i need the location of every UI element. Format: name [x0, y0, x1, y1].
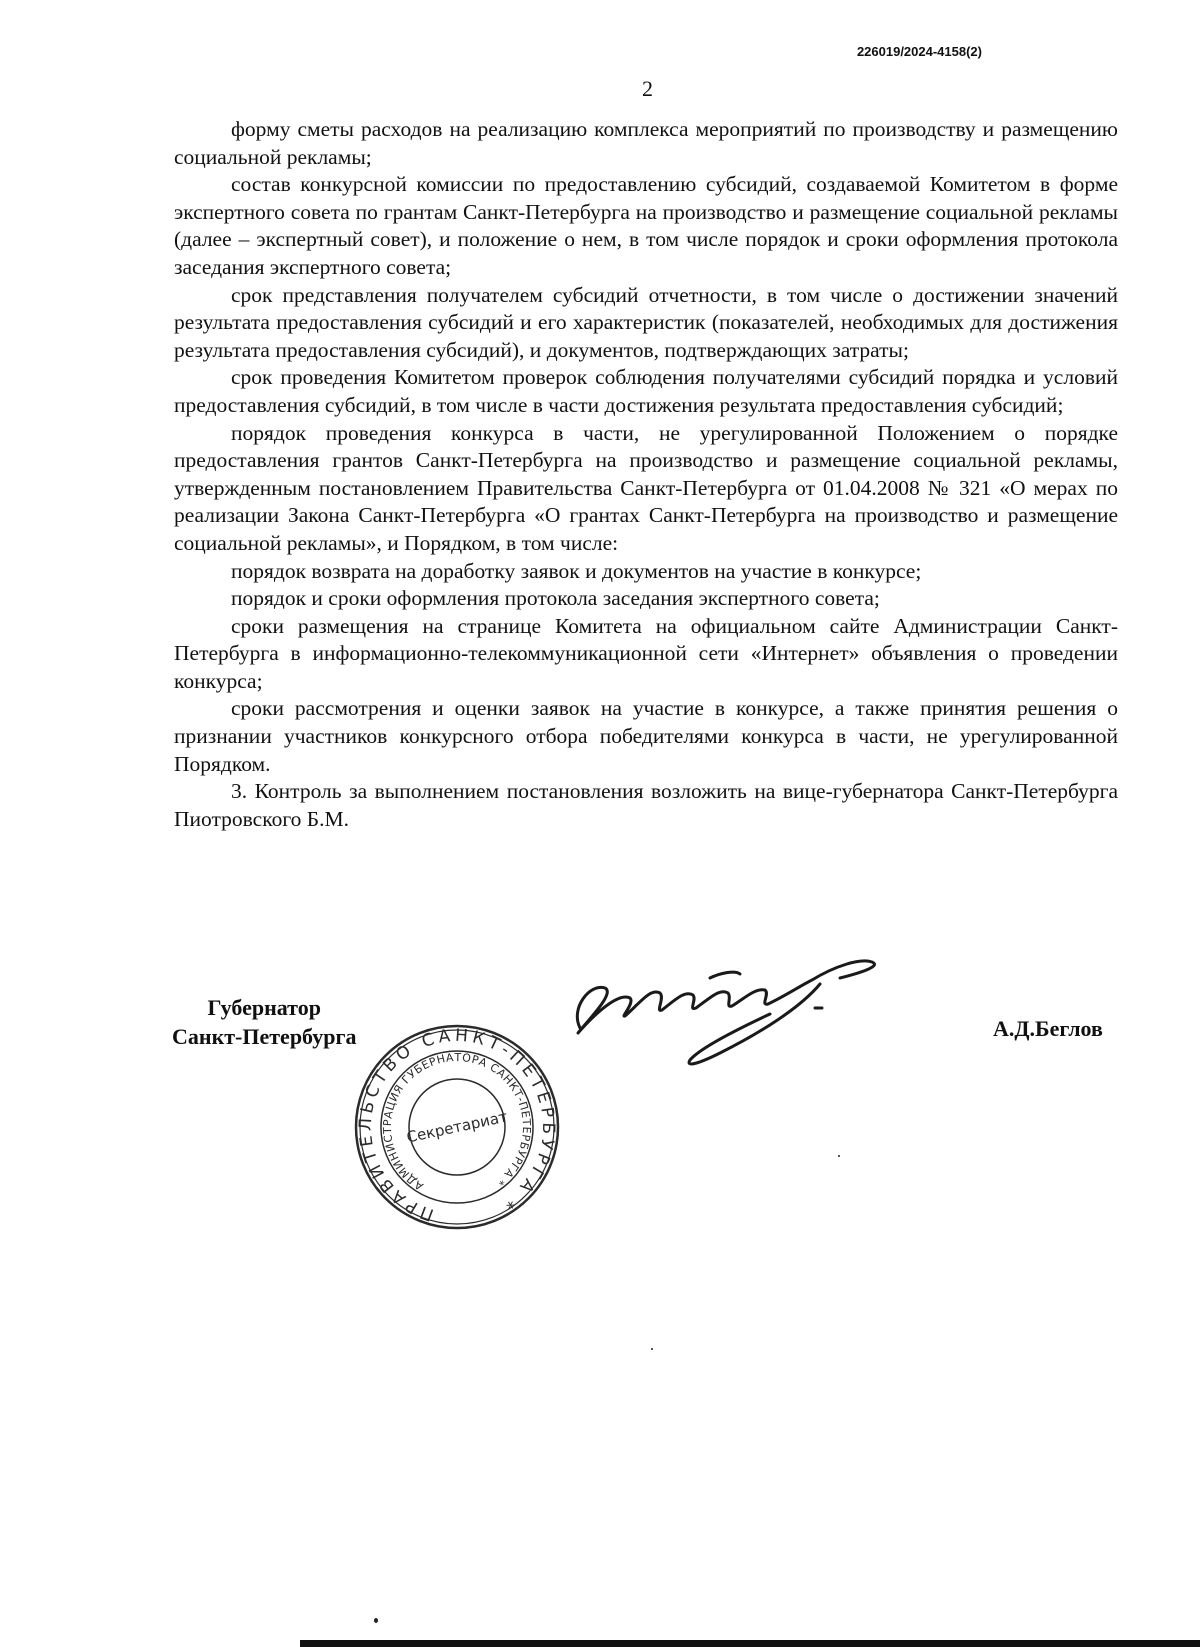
paragraph: порядок возврата на доработку заявок и документов на участие в конкурсе; [231, 558, 922, 583]
seal-center-text: Секретариат [404, 1107, 510, 1147]
signatory-title-line: Губернатор [207, 995, 321, 1020]
paragraph: сроки рассмотрения и оценки заявок на участие в конкурсе, а также принятия решения о признании участников конкурсного отбора победителями конкурса в части, не урегулированной Порядком. [174, 696, 1118, 776]
paragraph: срок проведения Комитетом проверок соблюдения получателями субсидий порядка и условий предоставления субсидий, в том числе в части достижения результата предоставления субсидий; [174, 365, 1118, 417]
paragraph: порядок проведения конкурса в части, не урегулированной Положением о порядке предоставления грантов Санкт-Петербурга на производство и размещение социальной рекламы, утвержденным постановлением Правительства Санкт-Петербурга от 01.04.2008 № 321 «О мерах по реализации Закона Санкт-Петербурга «О грантах Санкт-Петербурга на производство и размещение социальной рекламы», и Порядком, в том числе: [174, 420, 1118, 555]
paragraph: форму сметы расходов на реализацию комплекса мероприятий по производству и размещению социальной рекламы; [174, 117, 1118, 169]
signatory-title [172, 993, 356, 1051]
seal-outer-text: ПРАВИТЕЛЬСТВО САНКТ-ПЕТЕРБУРГА * [355, 1025, 559, 1225]
scan-speck [651, 1348, 653, 1350]
handwritten-signature [560, 948, 930, 1073]
official-seal [354, 1024, 560, 1230]
paragraph: сроки размещения на странице Комитета на официальном сайте Администрации Санкт-Петербурга в информационно-телекоммуникационной сети «Интернет» объявления о проведении конкурса; [174, 613, 1118, 693]
document-body [174, 116, 1118, 833]
paragraph: порядок и сроки оформления протокола заседания экспертного совета; [231, 586, 880, 611]
scan-speck [374, 1618, 378, 1623]
seal-inner-text: АДМИНИСТРАЦИЯ ГУБЕРНАТОРА САНКТ-ПЕТЕРБУРГА * [380, 1050, 534, 1193]
paragraph: 3. Контроль за выполнением постановления возложить на вице-губернатора Санкт-Петербурга Пиотровского Б.М. [174, 779, 1118, 831]
document-number: 226019/2024-4158(2) [856, 44, 982, 59]
page-number: 2 [642, 76, 653, 101]
paragraph: состав конкурсной комиссии по предоставлению субсидий, создаваемой Комитетом в форме экспертного совета по грантам Санкт-Петербурга на производство и размещение социальной рекламы (далее – экспертный совет), и положение о нем, в том числе порядок и сроки оформления протокола заседания экспертного совета; [174, 172, 1118, 279]
scan-speck [838, 1155, 840, 1157]
signatory-name: А.Д.Беглов [993, 1016, 1103, 1041]
scan-edge-line [300, 1640, 1200, 1647]
paragraph: срок представления получателем субсидий отчетности, в том числе о достижении значений результата предоставления субсидий и его характеристик (показателей, необходимых для достижения результата предоставления субсидий), и документов, подтверждающих затраты; [174, 282, 1118, 362]
signatory-title-line: Санкт-Петербурга [172, 1024, 357, 1049]
